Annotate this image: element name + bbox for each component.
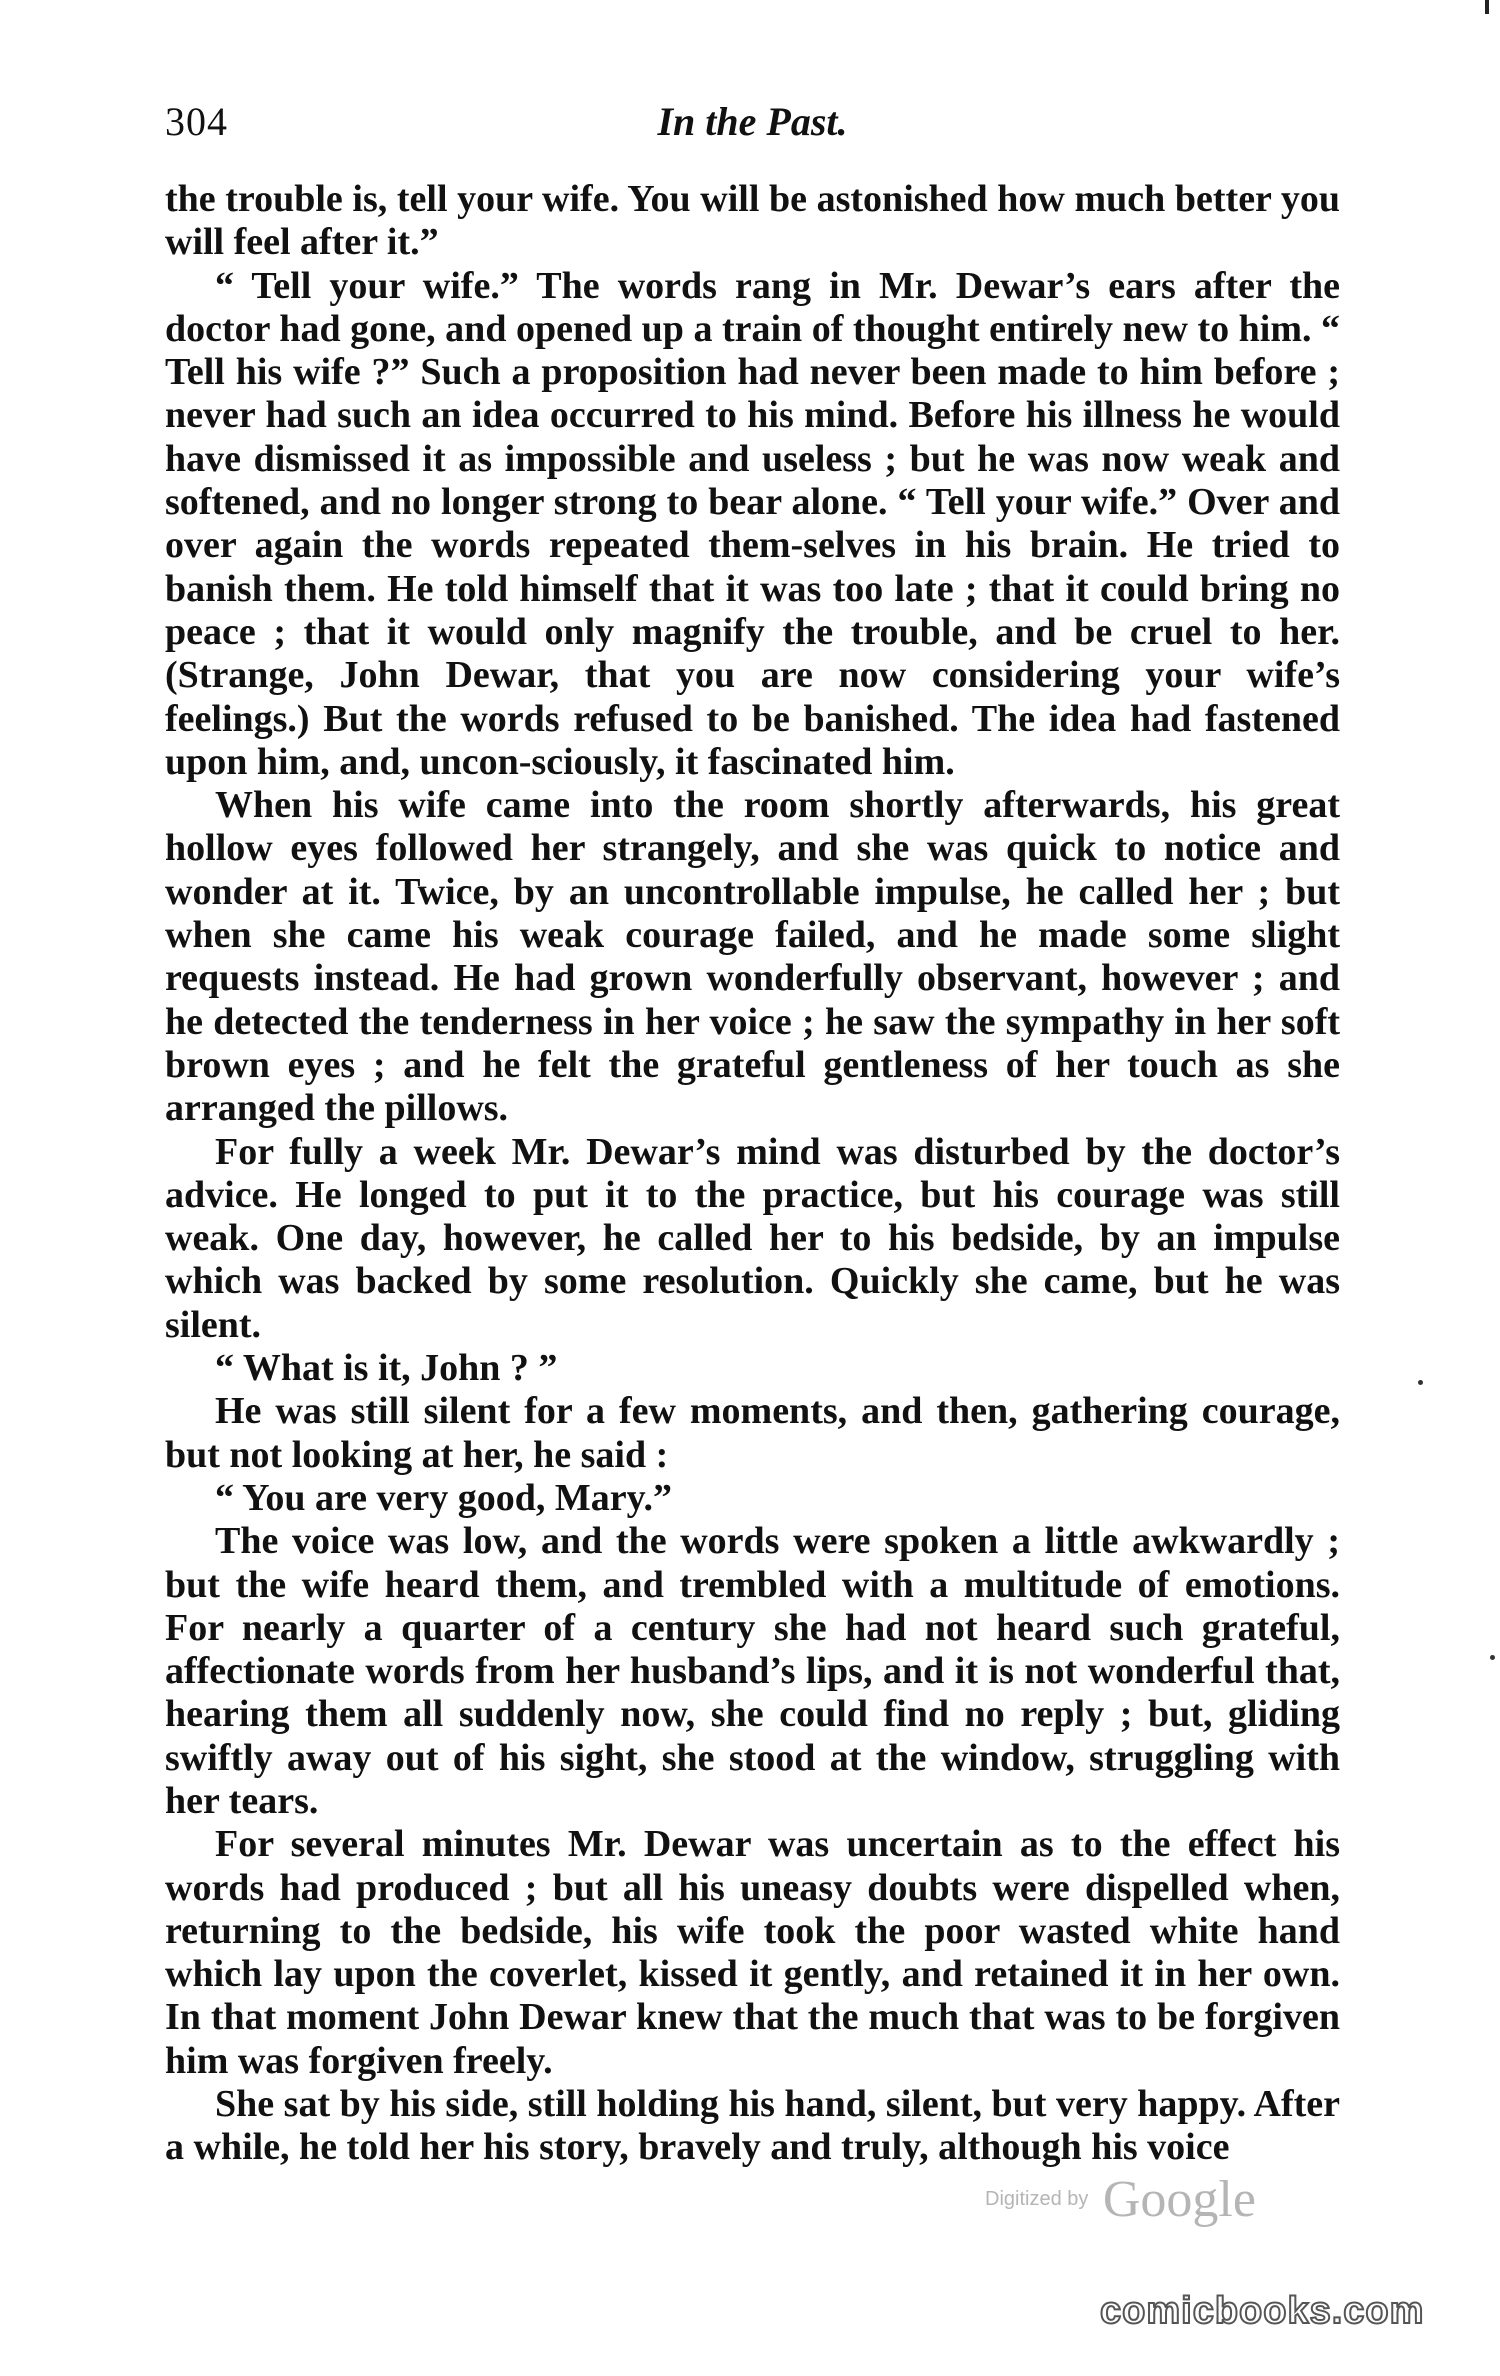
paragraph-10: She sat by his side, still holding his hand, silent, but very happy. After a while, he told her his story, bravely and truly, although his voice (165, 2083, 1340, 2169)
paragraph-3: When his wife came into the room shortly afterwards, his great hollow eyes followed her strangely, and she was quick to notice and wonder at it. Twice, by an uncontrollable impulse, he called her ; but when she came his weak courage failed, and he made some slight requests instead. He had grown wonderfully observant, however ; and he detected the tenderness in her voice ; he saw the sympathy in her soft brown eyes ; and he felt the grateful gentleness of her touch as she arranged the pillows. (165, 784, 1340, 1130)
site-watermark: comicbooks.com (1100, 2290, 1425, 2332)
google-logo-text: Google (1102, 2171, 1256, 2228)
scan-speck (1418, 1380, 1423, 1385)
paragraph-5: “ What is it, John ? ” (215, 1347, 558, 1390)
paragraph-6: He was still silent for a few moments, and then, gathering courage, but not looking at her, he said : (165, 1390, 1340, 1476)
page-header (165, 98, 1340, 158)
paragraph-1: the trouble is, tell your wife. You will be astonished how much better you will feel after it.” (165, 178, 1340, 264)
paragraph-2: “ Tell your wife.” The words rang in Mr. Dewar’s ears after the doctor had gone, and opened up a train of thought entirely new to him. “ Tell his wife ?” Such a proposition had never been made to him before ; never had such an idea occurred to his mind. Before his illness he would have dismissed it as impossible and useless ; but he was now weak and softened, and no longer strong to bear alone. “ Tell your wife.” Over and over again the words repeated them-selves in his brain. He tried to banish them. He told himself that it was too late ; that it could bring no peace ; that it would only magnify the trouble, and be cruel to her. (Strange, John Dewar, that you are now considering your wife’s feelings.) But the words refused to be banished. The idea had fastened upon him, and, uncon-sciously, it fascinated him. (165, 264, 1340, 783)
paragraph-8: The voice was low, and the words were spoken a little awkwardly ; but the wife heard them, and trembled with a multitude of emotions. For nearly a quarter of a century she had not heard such grateful, affectionate words from her husband’s lips, and it is not wonderful that, hearing them all suddenly now, she could find no reply ; but, gliding swiftly away out of his sight, she stood at the window, struggling with her tears. (165, 1520, 1340, 1822)
digitized-by-text: Digitized by (985, 2188, 1089, 2210)
paragraph-4: For fully a week Mr. Dewar’s mind was disturbed by the doctor’s advice. He longed to put it to the practice, but his courage was still weak. One day, however, he called her to his bedside, by an impulse which was backed by some resolution. Quickly she came, but he was silent. (165, 1130, 1340, 1346)
running-title: In the Past. (657, 99, 848, 144)
scan-corner-mark (1485, 0, 1489, 14)
scan-speck (1490, 1655, 1495, 1660)
google-watermark (985, 2170, 1256, 2240)
paragraph-7: “ You are very good, Mary.” (215, 1476, 673, 1519)
body-text (165, 178, 1340, 2170)
paragraph-9: For several minutes Mr. Dewar was uncertain as to the effect his words had produced ; but all his uneasy doubts were dispelled when, returning to the bedside, his wife took the poor wasted white hand which lay upon the coverlet, kissed it gently, and retained it in her own. In that moment John Dewar knew that the much that was to be forgiven him was forgiven freely. (165, 1823, 1340, 2082)
page-number: 304 (165, 99, 228, 144)
